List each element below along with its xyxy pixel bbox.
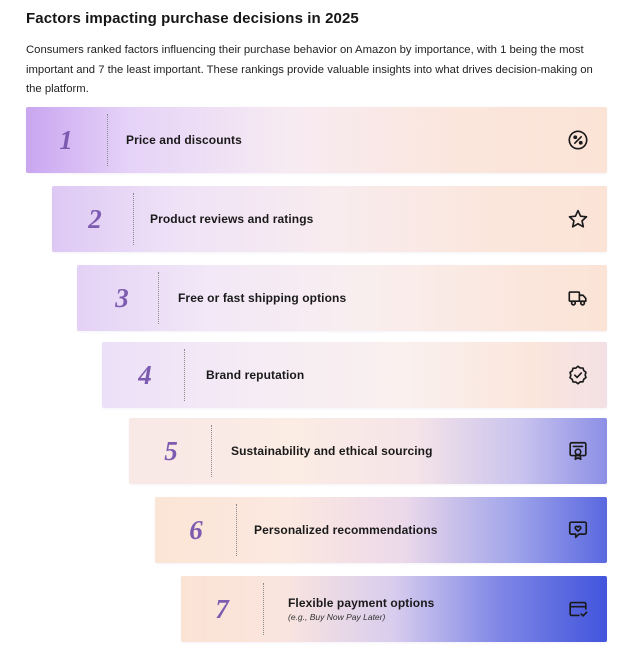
factor-card-2: [52, 186, 607, 252]
factor-rank: 7: [215, 593, 229, 624]
verified-badge-icon: [567, 364, 589, 386]
factor-label: Flexible payment options: [288, 596, 435, 610]
factor-rank: 3: [115, 282, 129, 313]
dotted-divider: [133, 193, 134, 245]
factor-label: Free or fast shipping options: [178, 291, 347, 305]
dotted-divider: [107, 114, 108, 166]
factor-rank: 1: [59, 124, 73, 155]
dotted-divider: [184, 349, 185, 401]
factor-card-4: [102, 342, 607, 408]
factor-label: Product reviews and ratings: [150, 212, 314, 226]
factor-rank: 2: [88, 203, 102, 234]
factor-label: Personalized recommendations: [254, 523, 438, 537]
page-title: Factors impacting purchase decisions in 2025: [26, 10, 359, 27]
percent-badge-icon: [567, 129, 589, 151]
factor-label: Price and discounts: [126, 133, 242, 147]
dotted-divider: [158, 272, 159, 324]
factor-card-1: [26, 107, 607, 173]
certificate-icon: [567, 440, 589, 462]
factor-rank: 4: [138, 359, 152, 390]
factor-sublabel: (e.g., Buy Now Pay Later): [288, 612, 386, 622]
star-icon: [567, 208, 589, 230]
factor-card-3: [77, 265, 607, 331]
dotted-divider: [236, 504, 237, 556]
factor-rank: 5: [164, 435, 178, 466]
dotted-divider: [211, 425, 212, 477]
intro-text: Consumers ranked factors influencing their purchase behavior on Amazon by importance, with 1 being the most important and 7 the least important. These rankings provide valuable insights into what drives decision-making on the platform.: [26, 44, 593, 95]
truck-icon: [567, 287, 589, 309]
factor-card-7: [181, 576, 607, 642]
factor-card-6: [155, 497, 607, 563]
factor-label: Brand reputation: [206, 368, 305, 382]
factor-label: Sustainability and ethical sourcing: [231, 444, 433, 458]
credit-card-check-icon: [567, 598, 589, 620]
heart-chat-icon: [567, 519, 589, 541]
dotted-divider: [263, 583, 264, 635]
factor-rank: 6: [189, 514, 203, 545]
factor-card-5: [129, 418, 607, 484]
